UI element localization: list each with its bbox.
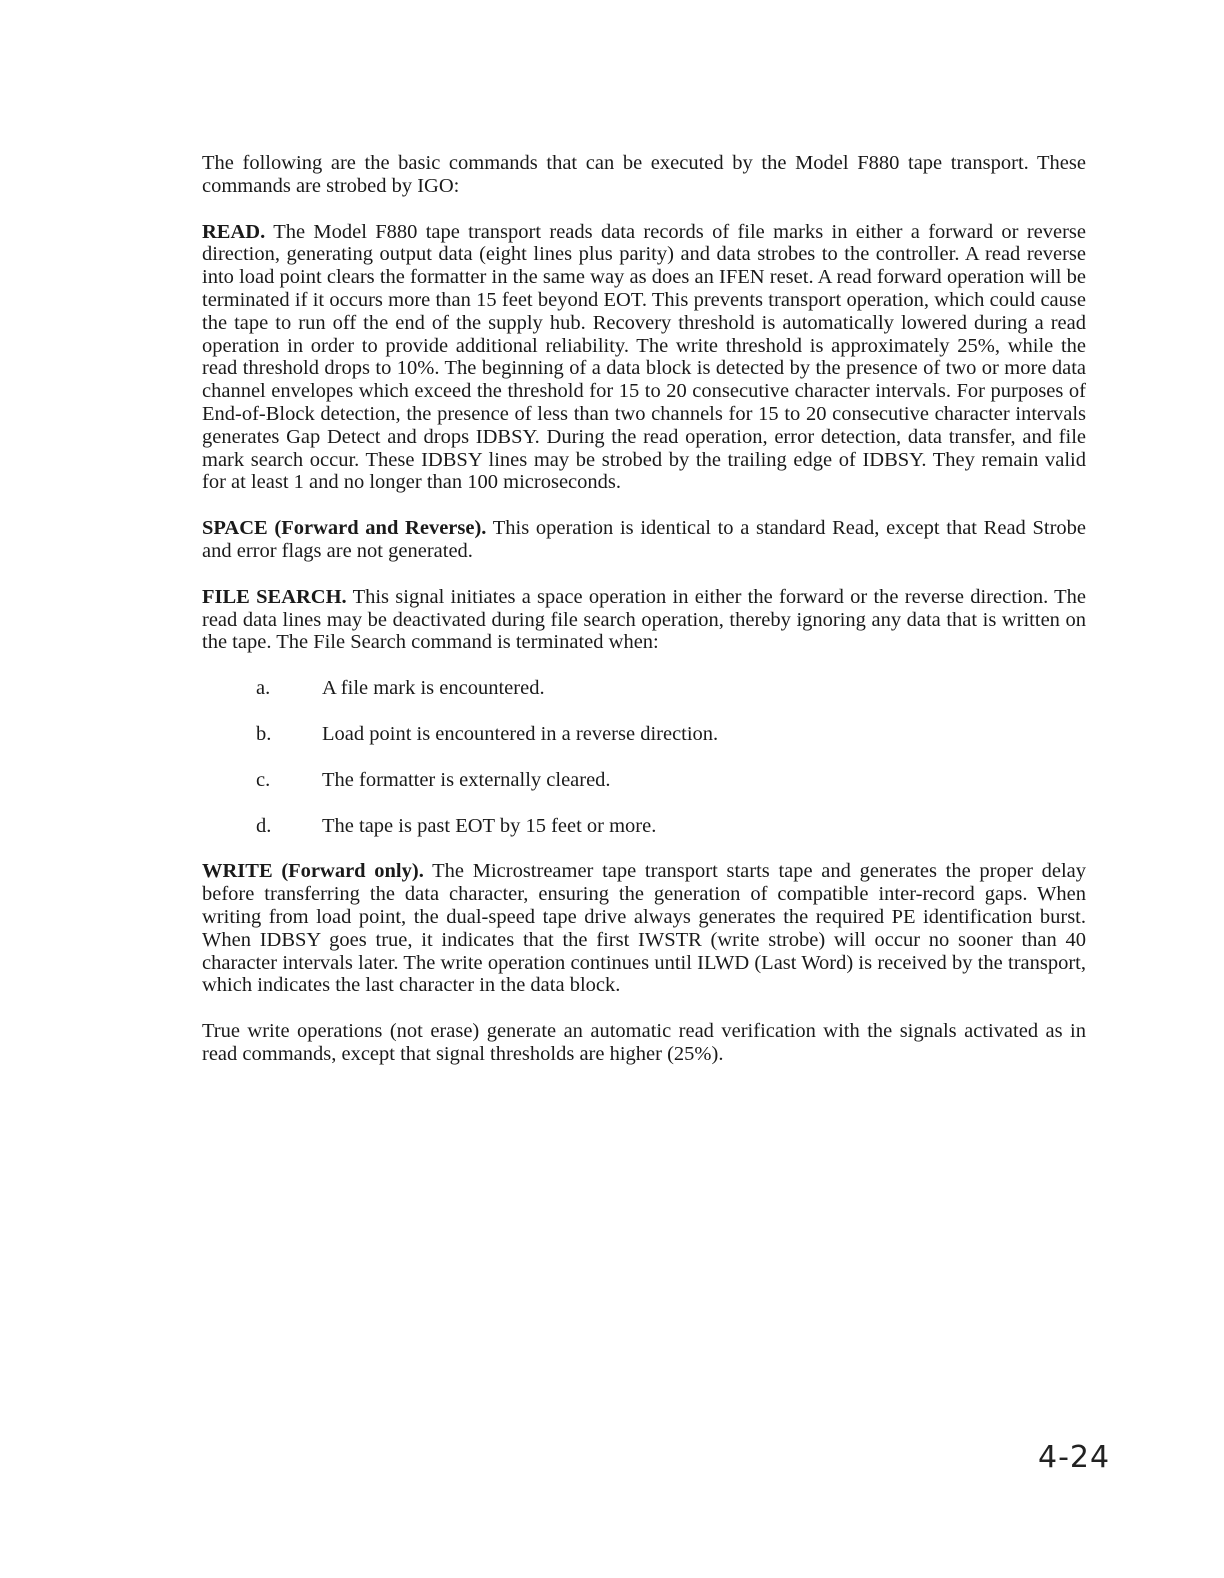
document-body [202, 152, 1086, 1089]
list-item-text: The formatter is externally cleared. [322, 768, 611, 791]
page-number: 4-24 [1038, 1440, 1111, 1475]
list-item [202, 723, 1086, 746]
space-section [202, 517, 1086, 563]
list-item [202, 815, 1086, 838]
list-marker: a. [256, 677, 271, 700]
write-text: The Microstreamer tape transport starts tape and generates the proper delay before transferring the data character, ensuring the generation of compatible inter-record gaps. When writing from load point, the dual-speed tape drive always generates the required PE identification burst. When IDBSY goes true, it indicates that the first IWSTR (write strobe) will occur no sooner than 40 character intervals later. The write operation continues until ILWD (Last Word) is received by the transport, which indicates the last character in the data block. [202, 860, 1086, 997]
file-search-heading: FILE SEARCH. [202, 585, 347, 608]
list-item-text: A file mark is encountered. [322, 677, 545, 700]
list-item-text: Load point is encountered in a reverse direction. [322, 722, 719, 745]
list-item [202, 769, 1086, 792]
space-heading: SPACE (Forward and Reverse). [202, 517, 487, 540]
termination-conditions-list [202, 677, 1086, 837]
read-section [202, 221, 1086, 495]
write-heading: WRITE (Forward only). [202, 860, 424, 883]
closing-paragraph: True write operations (not erase) generate an automatic read verification with the signals activated as in read commands, except that signal thresholds are higher (25%). [202, 1020, 1086, 1065]
read-text: The Model F880 tape transport reads data records of file marks in either a forward or reverse direction, generating output data (eight lines plus parity) and data strobes to the controller. A read reverse into load point clears the formatter in the same way as does an IFEN reset. A read forward operation will be terminated if it occurs more than 15 feet beyond EOT. This prevents transport operation, which could cause the tape to run off the end of the supply hub. Recovery threshold is automatically lowered during a read operation in order to provide additional reliability. The write threshold is approximately 25%, while the read threshold drops to 10%. The beginning of a data block is detected by the presence of two or more data channel envelopes which exceed the threshold for 15 to 20 consecutive character intervals. For purposes of End-of-Block detection, the presence of less than two channels for 15 to 20 consecutive character intervals generates Gap Detect and drops IDBSY. During the read operation, error detection, data transfer, and file mark search occur. These IDBSY lines may be strobed by the trailing edge of IDBSY. They remain valid for at least 1 and no longer than 100 microseconds. [202, 220, 1087, 494]
file-search-text: This signal initiates a space operation in either the forward or the reverse direction. The read data lines may be deactivated during file search operation, thereby ignoring any data that is written on the tape. The File Search command is terminated when: [202, 585, 1086, 654]
list-marker: c. [256, 768, 271, 791]
list-marker: d. [256, 814, 272, 837]
read-heading: READ. [202, 220, 266, 243]
file-search-section [202, 586, 1086, 654]
list-marker: b. [256, 722, 272, 745]
list-item-text: The tape is past EOT by 15 feet or more. [322, 814, 657, 837]
write-section [202, 860, 1086, 997]
list-item [202, 677, 1086, 700]
space-text: This operation is identical to a standard Read, except that Read Strobe and error flags are not generated. [202, 517, 1086, 562]
intro-paragraph: The following are the basic commands that can be executed by the Model F880 tape transport. These commands are strobed by IGO: [202, 152, 1086, 197]
